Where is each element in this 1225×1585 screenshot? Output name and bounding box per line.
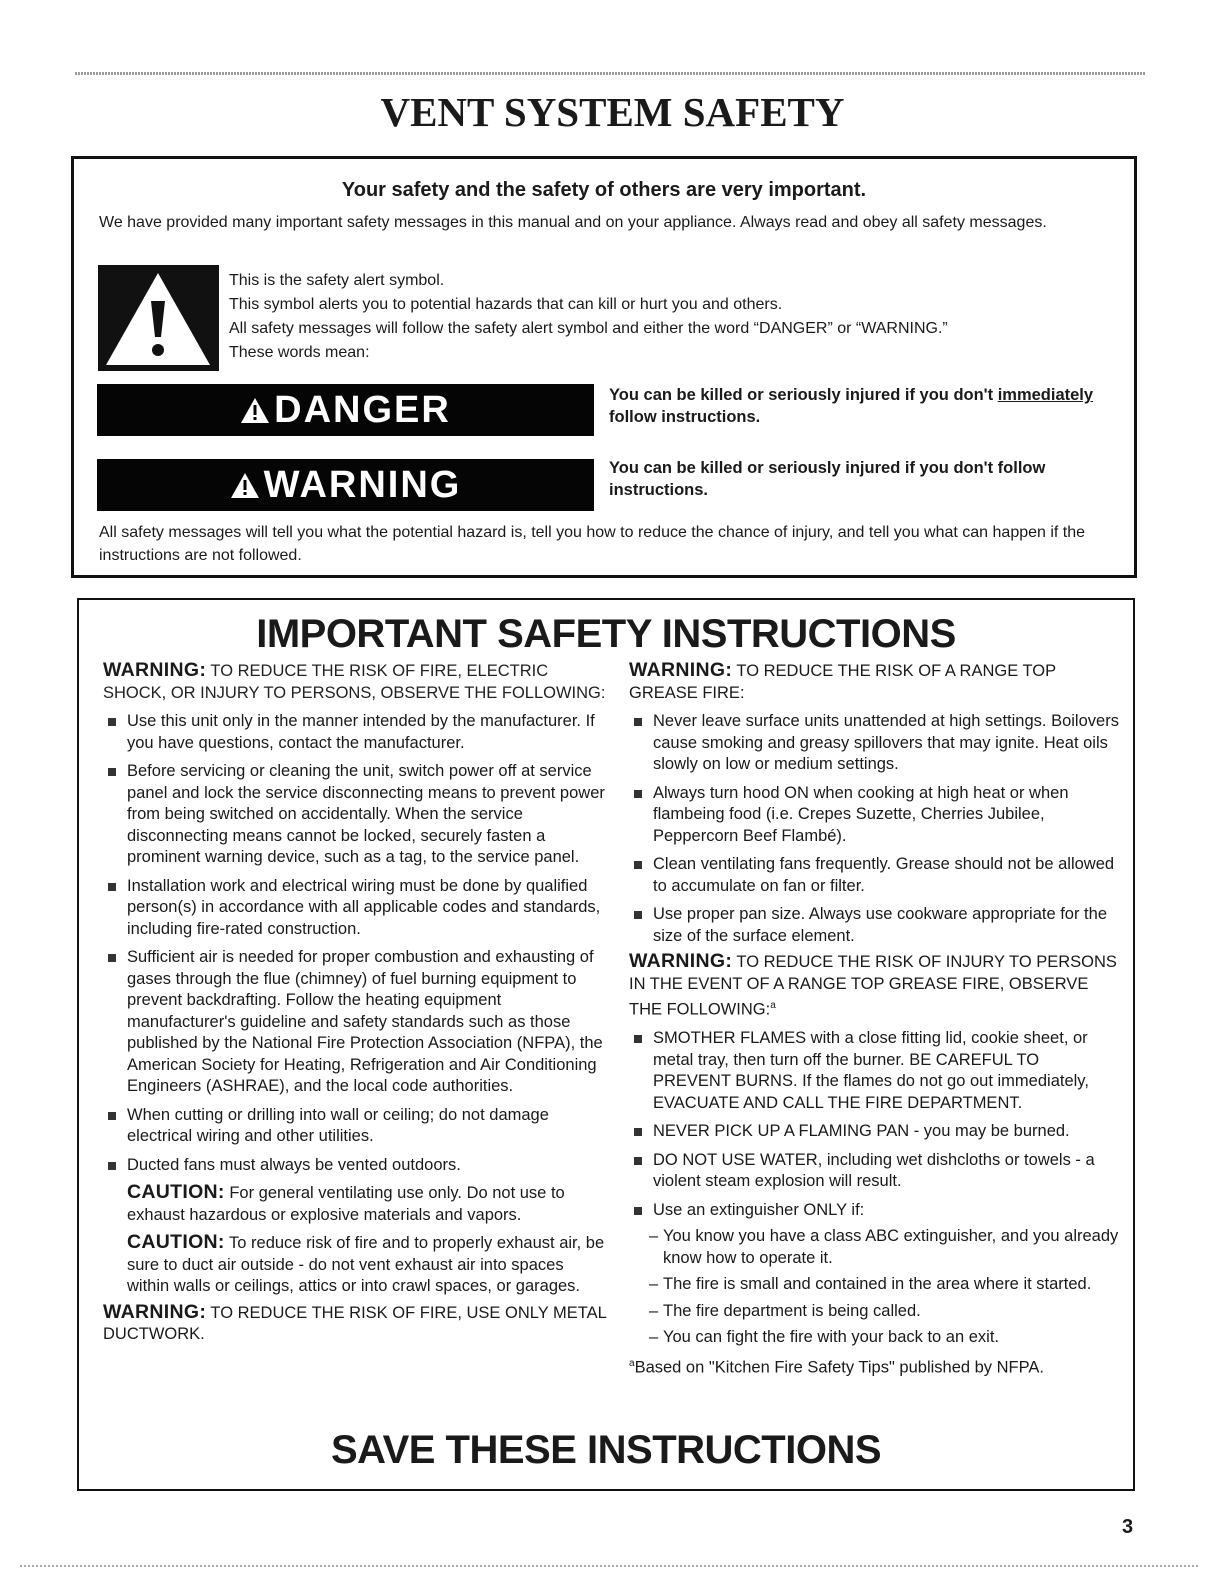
warning-label: WARNING:: [629, 950, 733, 972]
danger-text-a: You can be killed or seriously injured if you don't: [609, 386, 998, 404]
danger-text-underlined: immediately: [997, 386, 1094, 404]
warning-description: You can be killed or seriously injured if you don't follow instructions.: [609, 459, 1046, 499]
left-warning-2: [103, 1302, 608, 1346]
save-instructions-title: SAVE THESE INSTRUCTIONS: [330, 1428, 882, 1472]
sub-list-item: [629, 1327, 1119, 1349]
right-column: [629, 660, 1119, 1379]
instructions-box: [77, 598, 1135, 1491]
instructions-title: IMPORTANT SAFETY INSTRUCTIONS: [256, 612, 956, 656]
list-item: [629, 1150, 1119, 1193]
warning-signal-bar: [97, 459, 594, 511]
alert-lines: [229, 269, 1109, 365]
sub-list-item-text: The fire department is being called.: [663, 1301, 921, 1320]
right-warning-1: [629, 660, 1119, 704]
bullet-icon: [108, 883, 116, 891]
top-rule: [75, 72, 1145, 75]
list-item-text: DO NOT USE WATER, including wet dishcloths or towels - a violent steam explosion will result.: [653, 1150, 1095, 1190]
bullet-icon: [108, 718, 116, 726]
left-warning-1: [103, 660, 608, 704]
alert-line: These words mean:: [229, 344, 370, 361]
sub-list-item-text: The fire is small and contained in the area where it started.: [663, 1275, 1092, 1293]
caution-label: CAUTION:: [127, 1231, 225, 1253]
bullet-icon: [634, 790, 642, 798]
dash-icon: –: [649, 1227, 659, 1245]
bullet-icon: [108, 1162, 116, 1170]
dash-icon: –: [649, 1328, 659, 1346]
sub-list-item: [629, 1274, 1119, 1296]
bullet-icon: [634, 1157, 642, 1165]
list-item: [103, 1105, 608, 1148]
left-column: [103, 660, 608, 1346]
list-item: [103, 711, 608, 754]
caution-text: For general ventilating use only. Do not use to exhaust hazardous or explosive materials and vapors.: [127, 1184, 565, 1224]
list-item-text: Use an extinguisher ONLY if:: [653, 1200, 865, 1219]
danger-description: [609, 384, 1129, 428]
dash-icon: –: [649, 1301, 659, 1320]
list-item-text: NEVER PICK UP A FLAMING PAN - you may be burned.: [653, 1122, 1070, 1140]
alert-line: This is the safety alert symbol.: [229, 272, 445, 289]
list-item: [103, 761, 608, 869]
bullet-icon: [108, 954, 116, 962]
caution-label: CAUTION:: [127, 1181, 225, 1203]
list-item: [629, 854, 1119, 897]
warning-triangle-icon: [230, 472, 260, 499]
warning-triangle-icon: [240, 397, 270, 424]
list-item: [629, 904, 1119, 947]
warning-text: TO REDUCE THE RISK OF INJURY TO PERSONS IN THE EVENT OF A RANGE TOP GREASE FIRE, OBSERVE THE FOLLOWING:: [629, 953, 1117, 1019]
warning-text: TO REDUCE THE RISK OF FIRE, USE ONLY METAL DUCTWORK.: [103, 1303, 607, 1343]
warning-text: TO REDUCE THE RISK OF FIRE, ELECTRIC SHOCK, OR INJURY TO PERSONS, OBSERVE THE FOLLOWING:: [103, 662, 606, 702]
right-warning-2: [629, 951, 1119, 1021]
alert-line: All safety messages will follow the safety alert symbol and either the word “DANGER” or “WARNING.”: [229, 320, 948, 337]
footnote: [629, 1353, 1119, 1379]
list-item-text: SMOTHER FLAMES with a close fitting lid, cookie sheet, or metal tray, then turn off the burner. BE CAREFUL TO PREVENT BURNS. If the flames do not go out immediately, EVACUATE AND CALL THE FIRE DEPARTMENT.: [653, 1029, 1089, 1112]
safety-footer: All safety messages will tell you what the potential hazard is, tell you how to reduce the chance of injury, and tell you what can happen if the instructions are not followed.: [99, 524, 1086, 564]
bullet-icon: [108, 768, 116, 776]
bottom-rule: [20, 1565, 1200, 1567]
list-item-text: Clean ventilating fans frequently. Grease should not be allowed to accumulate on fan or filter.: [653, 855, 1115, 895]
bullet-icon: [634, 911, 642, 919]
list-item-text: Sufficient air is needed for proper combustion and exhausting of gases through the flue (chimney) of fuel burning equipment to prevent backdrafting. Follow the heating equipment manufacturer's guideline and safety standards such as those published by the National Fire Protection Association (NFPA), the American Society for Heating, Refrigeration and Air Conditioning Engineers (ASHRAE), and the local code authorities.: [127, 948, 603, 1095]
list-item-text: Ducted fans must always be vented outdoors.: [127, 1155, 461, 1174]
warning-label: WARNING:: [103, 659, 207, 681]
bullet-icon: [634, 718, 642, 726]
safety-alert-icon: [98, 265, 219, 371]
page-title: VENT SYSTEM SAFETY: [380, 89, 845, 135]
list-item: [629, 711, 1119, 776]
caution-2: [103, 1232, 608, 1298]
list-item: [103, 947, 608, 1098]
list-item-text: Never leave surface units unattended at high settings. Boilovers cause smoking and greasy spillovers that may ignite. Heat oils slowly on low or medium settings.: [653, 712, 1119, 773]
list-item: [629, 783, 1119, 848]
bullet-icon: [634, 1035, 642, 1043]
safety-box: [71, 156, 1137, 578]
safety-intro: We have provided many important safety messages in this manual and on your appliance. Always read and obey all safety messages.: [99, 214, 1047, 231]
list-item: [629, 1121, 1119, 1143]
safety-heading: Your safety and the safety of others are very important.: [341, 179, 867, 201]
list-item: [103, 876, 608, 941]
sub-list-item: [629, 1301, 1119, 1323]
list-item-text: Installation work and electrical wiring must be done by qualified person(s) in accordance with all applicable codes and standards, including fire-rated construction.: [127, 876, 601, 938]
footnote-marker: a: [629, 1357, 635, 1369]
sub-list-item-text: You know you have a class ABC extinguisher, and you already know how to operate it.: [663, 1227, 1119, 1267]
bullet-icon: [634, 861, 642, 869]
dash-icon: –: [649, 1275, 659, 1293]
caution-text: To reduce risk of fire and to properly exhaust air, be sure to duct air outside - do not vent exhaust air into spaces within walls or ceilings, attics or into crawl spaces, or garages.: [127, 1234, 605, 1295]
list-item-text: When cutting or drilling into wall or ceiling; do not damage electrical wiring and other utilities.: [127, 1105, 549, 1145]
alert-line: This symbol alerts you to potential hazards that can kill or hurt you and others.: [229, 296, 783, 313]
list-item-text: Use this unit only in the manner intended by the manufacturer. If you have questions, contact the manufacturer.: [127, 712, 595, 752]
list-item: [103, 1155, 608, 1177]
bullet-icon: [108, 1112, 116, 1120]
warning-label: WARNING:: [103, 1300, 207, 1323]
list-item-text: Before servicing or cleaning the unit, switch power off at service panel and lock the service disconnecting means to prevent power from being switched on accidentally. When the service disconnecting means cannot be locked, securely fasten a prominent warning device, such as a tag, to the service panel.: [127, 762, 605, 866]
danger-signal-bar: [97, 384, 594, 436]
footnote-marker: a: [770, 1000, 776, 1011]
list-item: [629, 1028, 1119, 1114]
warning-text: TO REDUCE THE RISK OF A RANGE TOP GREASE FIRE:: [629, 662, 1056, 702]
caution-1: [103, 1182, 608, 1226]
list-item-text: Use proper pan size. Always use cookware appropriate for the size of the surface element.: [653, 905, 1107, 945]
danger-text-b: follow instructions.: [609, 408, 761, 426]
warning-label: WARNING: [263, 463, 462, 506]
footnote-text: Based on "Kitchen Fire Safety Tips" published by NFPA.: [634, 1358, 1045, 1376]
sub-list-item: [629, 1226, 1119, 1269]
page-number: 3: [1122, 1516, 1134, 1538]
bullet-icon: [634, 1207, 642, 1215]
bullet-icon: [634, 1128, 642, 1136]
list-item: [629, 1200, 1119, 1222]
list-item-text: Always turn hood ON when cooking at high heat or when flambeing food (i.e. Crepes Suzette, Cherries Jubilee, Peppercorn Beef Flambé).: [653, 783, 1069, 845]
sub-list-item-text: You can fight the fire with your back to an exit.: [663, 1328, 1000, 1346]
warning-label: WARNING:: [629, 659, 733, 681]
danger-label: DANGER: [274, 388, 451, 431]
